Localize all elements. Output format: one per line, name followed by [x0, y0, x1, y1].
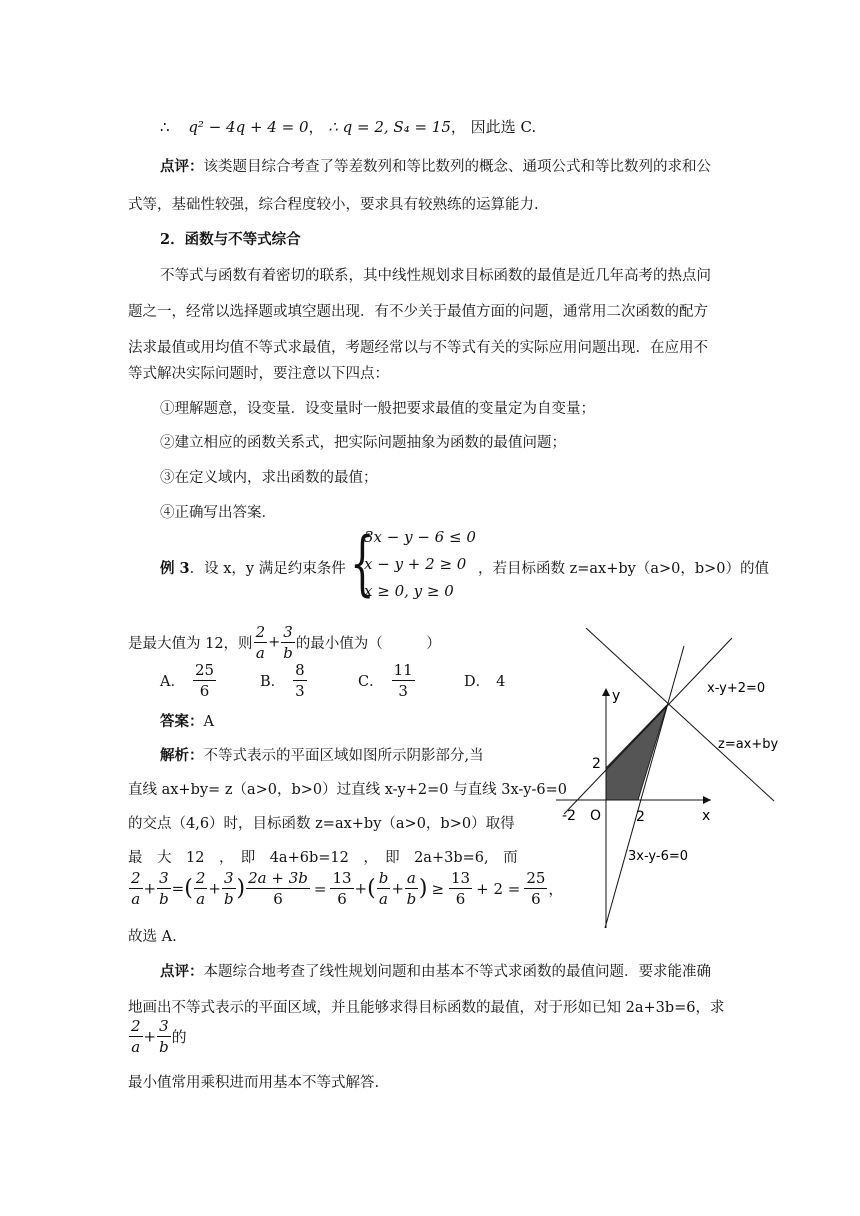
- x-axis-arrow-icon: [703, 796, 711, 804]
- answer-value: A: [203, 714, 214, 730]
- comment-label: 点评：: [160, 158, 204, 175]
- question-prefix: 是最大值为 12，则: [128, 636, 253, 652]
- comment-2-line-3: 最小值常用乘积进而用基本不等式解答.: [128, 1075, 380, 1091]
- therefore-symbol: ∴: [160, 118, 170, 136]
- comment-2-line-1: 点评：本题综合地考查了线性规划问题和由基本不等式求函数的最值问题．要求能准确: [160, 963, 711, 980]
- analysis-line-4: 最 大 12 ， 即 4a+6b=12 ， 即 2a+3b=6, 而: [128, 850, 518, 866]
- comment-label: 点评：: [160, 963, 204, 980]
- section-paragraph-line: 等式解决实际问题时，要注意以下四点：: [128, 366, 389, 382]
- tick-2-y: 2: [592, 756, 601, 772]
- choice-text: 因此选 C.: [470, 118, 537, 136]
- constraint-2: x − y + 2 ≥ 0: [364, 555, 467, 573]
- option-d: D． 4: [464, 674, 506, 690]
- question-suffix: 的最小值为（ ）: [295, 636, 441, 652]
- section-paragraph-line: 题之一，经常以选择题或填空题出现．有不少关于最值方面的问题，通常用二次函数的配方: [128, 304, 708, 320]
- fraction-2-over-a: $\frac{2}{a}$: [255, 623, 266, 662]
- tick-2-x: 2: [636, 809, 645, 825]
- result-equation: ∴ q = 2, S₄ = 15: [328, 118, 451, 136]
- section-paragraph-line: 法求最值或用均值不等式求最值，考题经常以与不等式有关的实际应用问题出现．在应用不: [128, 340, 708, 356]
- tick-neg-2: -2: [562, 808, 576, 824]
- answer-line: [160, 710, 214, 731]
- point-item: ④正确写出答案．: [160, 505, 276, 521]
- analysis-line-2: 直线 ax+by= z（a>0，b>0）过直线 x-y+2=0 与直线 3x-y-6=0: [128, 782, 567, 798]
- analysis-label: 解析：: [160, 747, 204, 764]
- x-axis-label: x: [702, 808, 711, 824]
- conclusion-line: 故选 A.: [128, 929, 177, 945]
- left-brace-icon: {: [350, 522, 375, 604]
- origin-label: O: [590, 808, 602, 824]
- calculation-line: $\frac{2}{a}$ + $\frac{3}{b}$ =( $\frac{2}{a}$ + $\frac{3}{b}$ ) $\frac{2a + 3b}{6}$ = $\frac{13}{6}$ +( $\frac{b}{a}$ + $\frac{a}{b}$ ) ≥ $\frac{13}{6}$ + 2 = $\frac{25}{6}$ ，: [131, 869, 564, 908]
- example-question-line: 是最大值为 12，则 $\frac{2}{a}$ + $\frac{3}{b}$ 的最小值为（ ）: [128, 623, 441, 662]
- section-heading: 2．函数与不等式综合: [160, 231, 301, 248]
- line-label-3x-y-6: 3x-y-6=0: [628, 849, 689, 864]
- example-objective-text: ，若目标函数 z=ax+by（a>0，b>0）的值: [478, 561, 770, 577]
- line-x-y-plus-2: [564, 638, 732, 814]
- constraint-system: [350, 522, 476, 606]
- example-intro-text: ．设 x，y 满足约束条件: [189, 561, 346, 577]
- constraint-1: 3x − y − 6 ≤ 0: [364, 528, 476, 546]
- quadratic-equation: q² − 4q + 4 = 0: [188, 118, 309, 136]
- fraction-3-over-b: $\frac{3}{b}$: [283, 623, 293, 662]
- separator: ，: [450, 118, 466, 136]
- option-c: C． $\frac{11}{3}$: [358, 661, 413, 700]
- constraint-3: x ≥ 0, y ≥ 0: [364, 582, 454, 600]
- y-axis-label: y: [612, 688, 621, 704]
- comment-1-line-2: 式等，基础性较强，综合程度较小，要求具有较熟练的运算能力.: [128, 197, 539, 213]
- comment-1-line-1: [160, 155, 711, 176]
- option-a: A． $\frac{25}{6}$: [160, 661, 215, 700]
- point-item: ③在定义域内，求出函数的最值；: [160, 470, 378, 486]
- separator: ，: [308, 118, 324, 136]
- section-paragraph-line: 不等式与函数有着密切的联系，其中线性规划求目标函数的最值是近几年高考的热点问: [160, 268, 711, 284]
- line-label-x-y-plus-2: x-y+2=0: [707, 681, 766, 696]
- comment-2-fraction-line: $\frac{2}{a}$ + $\frac{3}{b}$ 的: [131, 1017, 187, 1056]
- analysis-line-1: 解析：不等式表示的平面区域如图所示阴影部分,当: [160, 747, 484, 764]
- comment-2-line-2: 地画出不等式表示的平面区域，并且能够求得目标函数的最值，对于形如已知 2a+3b=6，求: [128, 1000, 725, 1016]
- example-label: 例 3: [160, 560, 190, 577]
- feasible-region-figure: [556, 628, 796, 938]
- y-axis-arrow-icon: [602, 688, 610, 696]
- point-item: ①理解题意，设变量．设变量时一般把要求最值的变量定为自变量；: [160, 401, 595, 417]
- option-b: B． $\frac{8}{3}$: [260, 661, 305, 700]
- comment-text: 该类题目综合考查了等差数列和等比数列的概念、通项公式和等比数列的求和公: [203, 159, 711, 175]
- analysis-line-3: 的交点（4,6）时，目标函数 z=ax+by（a>0，b>0）取得: [128, 816, 515, 832]
- answer-label: 答案：: [160, 713, 204, 730]
- therefore-equation-line: [160, 116, 536, 137]
- shaded-feasible-region: [606, 705, 667, 800]
- line-label-z-ax-by: z=ax+by: [718, 737, 779, 752]
- example-intro: [160, 557, 346, 578]
- point-item: ②建立相应的函数关系式，把实际问题抽象为函数的最值问题；: [160, 435, 566, 451]
